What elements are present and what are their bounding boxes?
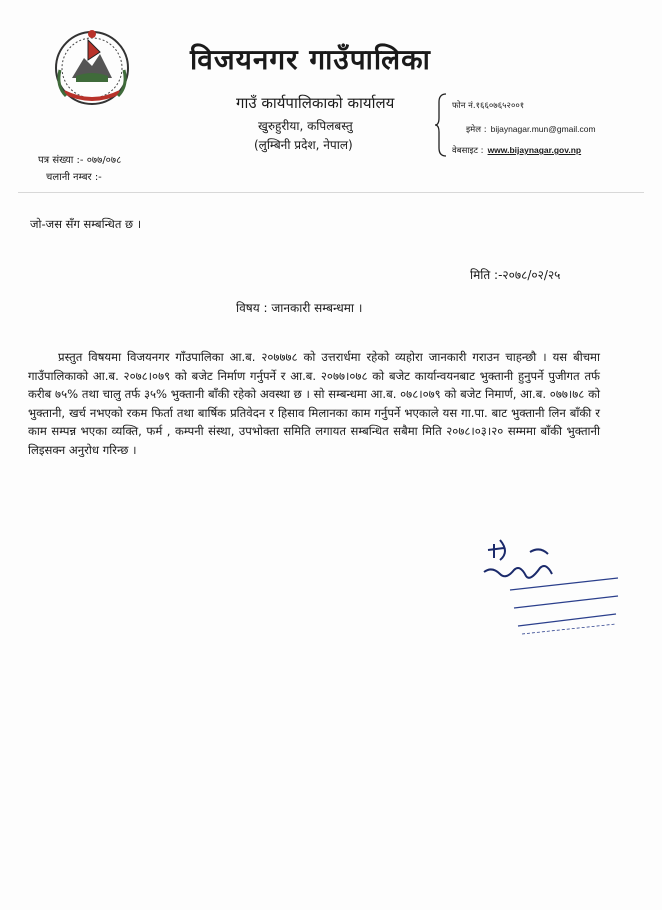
letter-date: मिति :-२०७८/०२/२५ [470, 268, 561, 282]
website-label: वेबसाइट : [452, 146, 484, 156]
org-name: विजयनगर गाउँपालिका [190, 43, 431, 76]
address-line-1: खुरुहुरीया, कपिलबस्तु [258, 119, 353, 133]
letter-body: प्रस्तुत विषयमा विजयनगर गाँउपालिका आ.ब. २०७७७८ को उत्तरार्धमा रहेको व्यहोरा जानकारी गराउन चाहन्छौ । यस बीचमा गाउँपालिकाको आ.ब. २०७८।०७९ को बजेट निर्माण गर्नुपर्ने र आ.ब. २०७७।०७८ को बजेट कार्यान्वयनबाट भुक्तानी हुनुपर्ने पुजीगत तर्फ करीब ७५% तथा चालु तर्फ ३५% भुक्तानी बाँकी रहेको अवस्था छ । सो सम्बन्धमा आ.ब. ०७८।०७९ को बजेट निमार्ण, आ.ब. ०७७।७८ को भुक्तानी, खर्च नभएको रकम फिर्ता तथा बार्षिक प्रतिवेदन र हिसाव मिलानका काम गर्नुपर्ने भएकाले यस गा.पा. बाट भुक्तानी लिन बाँकी र काम सम्पन्न भएका व्यक्ति, फर्म , कम्पनी संस्था, उपभोक्ता समिति लगायत सम्बन्धित सबैमा मिति २०७८।०३।२० सम्ममा बाँकी भुक्तानी लिइसक्न अनुरोध गरिन्छ । [28, 350, 600, 457]
letter-subject: विषय : जानकारी सम्बन्धमा । [236, 301, 363, 315]
brace-divider [434, 92, 448, 158]
email-value[interactable]: bijaynagar.mun@gmail.com [490, 124, 596, 134]
handwritten-signature-icon [484, 540, 552, 578]
contact-email [466, 124, 596, 135]
nepal-government-emblem-icon [42, 26, 142, 108]
contact-website [452, 145, 581, 156]
office-name: गाउँ कार्यपालिकाको कार्यालय [236, 94, 395, 112]
website-link[interactable]: www.bijaynagar.gov.np [487, 145, 582, 155]
address-line-2: (लुम्बिनी प्रदेश, नेपाल) [254, 138, 353, 152]
phone-label: फोन नं. [452, 101, 476, 111]
phone-value: १६६०७६५२००१ [475, 101, 525, 111]
signature-block [470, 530, 620, 640]
dispatch-number: चलानी नम्बर :- [46, 172, 102, 183]
header-divider [18, 192, 644, 193]
salutation: जो-जस सँग सम्बन्धित छ । [30, 217, 142, 231]
letter-number: पत्र संख्या :- ०७७/०७८ [38, 155, 122, 166]
email-label: इमेल : [466, 125, 487, 135]
contact-phone [452, 100, 524, 111]
official-stamp-icon [510, 578, 618, 634]
